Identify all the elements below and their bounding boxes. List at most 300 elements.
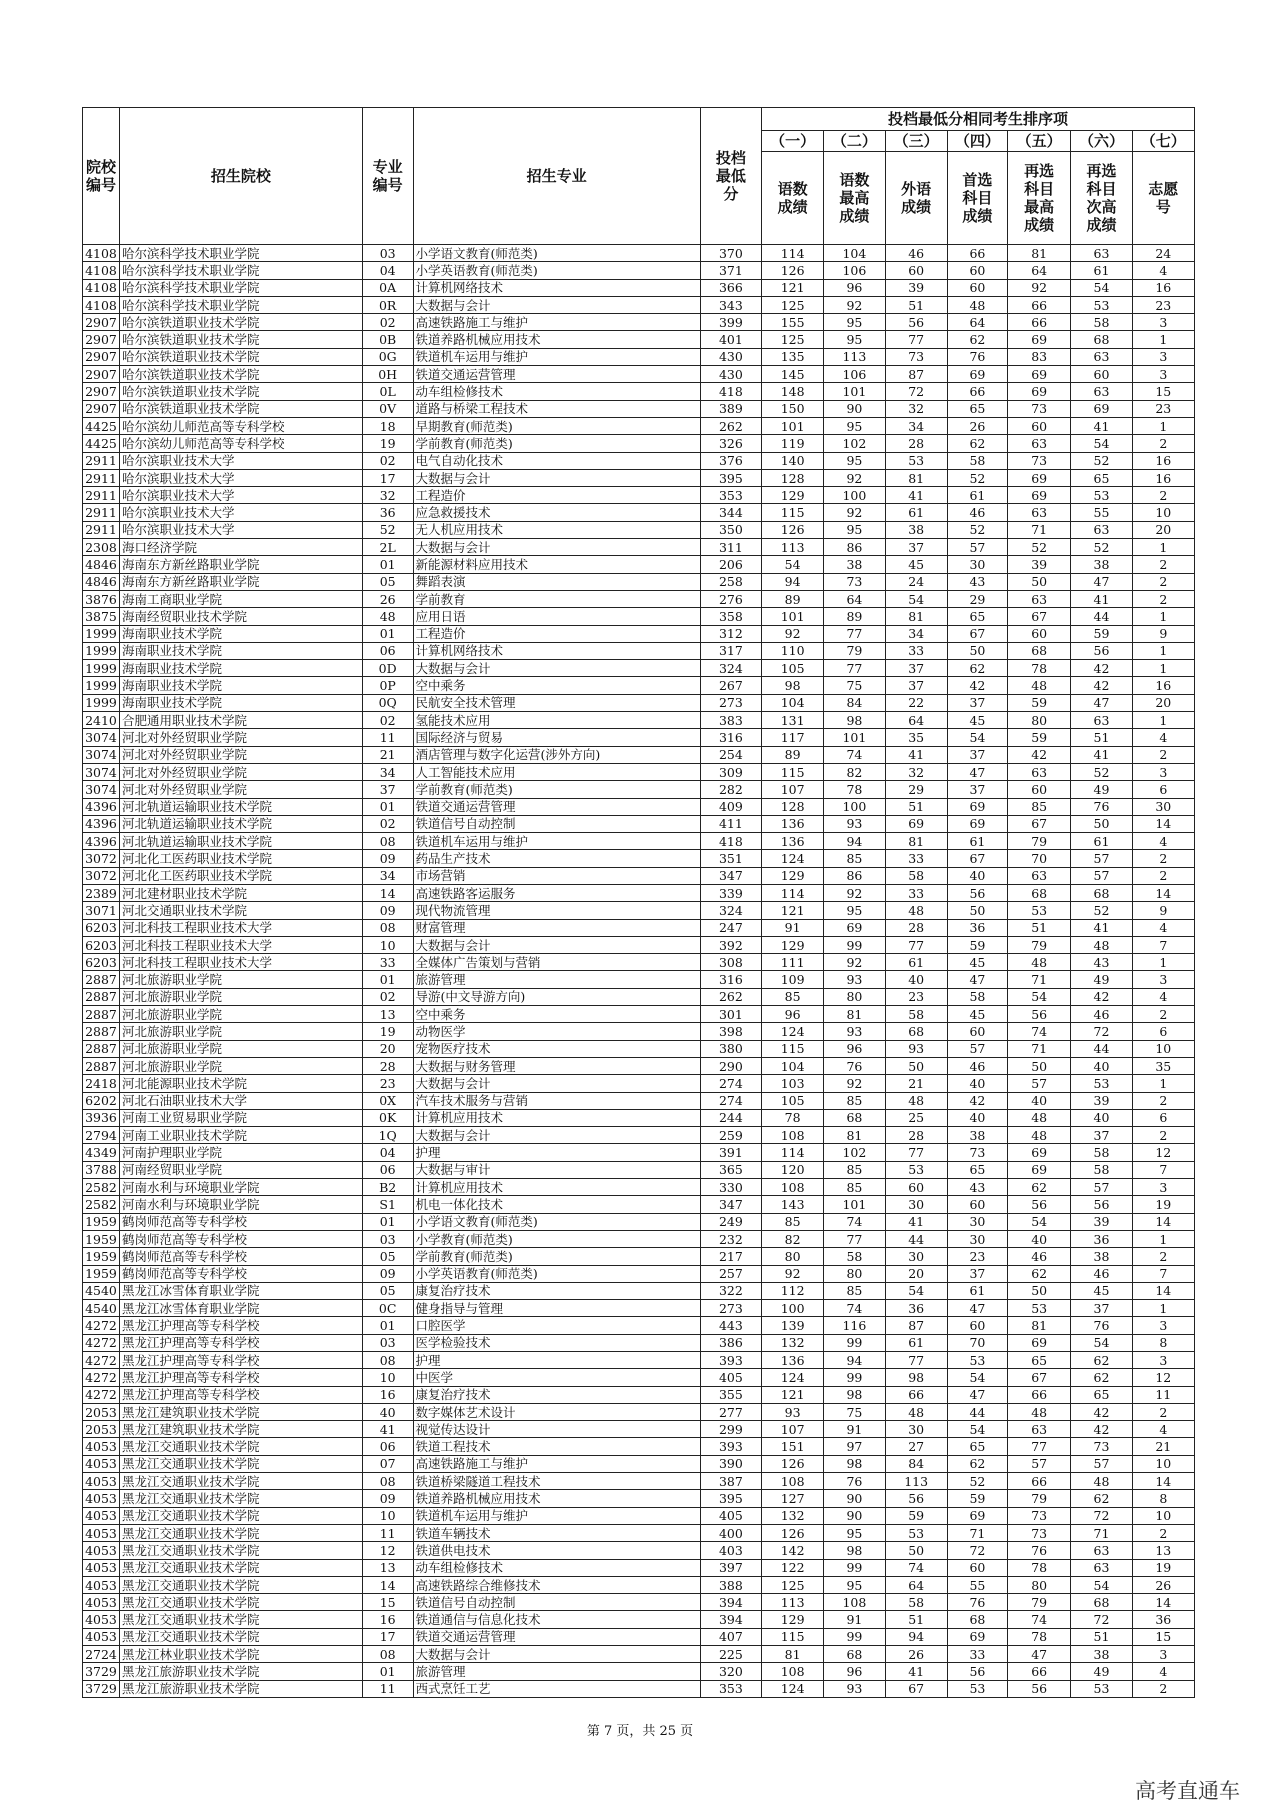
table-cell: 25 <box>885 1109 947 1126</box>
header-school-name: 招生院校 <box>119 108 362 245</box>
table-cell: 128 <box>761 798 823 815</box>
table-cell: 46 <box>947 504 1007 521</box>
table-cell: 03 <box>362 1334 413 1351</box>
table-cell: 2911 <box>83 504 120 521</box>
table-cell: 125 <box>761 296 823 313</box>
table-cell: 62 <box>1071 1490 1132 1507</box>
table-cell: 63 <box>1071 521 1132 538</box>
header-tie-break-title: 投档最低分相同考生排序项 <box>761 108 1194 131</box>
table-cell: 390 <box>700 1455 761 1472</box>
table-cell: 69 <box>824 919 885 936</box>
table-cell: 高速铁路施工与维护 <box>413 1455 700 1472</box>
table-cell: 2887 <box>83 988 120 1005</box>
table-cell: 6203 <box>83 936 120 953</box>
table-cell: 81 <box>761 1646 823 1663</box>
table-cell: 132 <box>761 1334 823 1351</box>
table-cell: 4108 <box>83 279 120 296</box>
table-cell: 87 <box>885 1317 947 1334</box>
table-cell: 42 <box>947 677 1007 694</box>
table-cell: 63 <box>1071 1559 1132 1576</box>
table-cell: 108 <box>761 1663 823 1680</box>
table-cell: 34 <box>362 763 413 780</box>
table-cell: 市场营销 <box>413 867 700 884</box>
table-cell: 81 <box>1008 245 1071 262</box>
table-cell: 66 <box>1008 296 1071 313</box>
table-cell: 56 <box>1071 1196 1132 1213</box>
table-cell: 101 <box>761 417 823 434</box>
table-cell: 4053 <box>83 1473 120 1490</box>
table-cell: 143 <box>761 1196 823 1213</box>
table-cell: 37 <box>947 1265 1007 1282</box>
table-cell: 79 <box>1008 1594 1071 1611</box>
table-cell: 0R <box>362 296 413 313</box>
table-cell: 55 <box>947 1576 1007 1593</box>
table-cell: 1 <box>1132 1230 1194 1247</box>
table-cell: 05 <box>362 1282 413 1299</box>
header-tie-number: （四） <box>947 131 1007 152</box>
table-cell: 20 <box>885 1265 947 1282</box>
table-cell: 1 <box>1132 417 1194 434</box>
table-cell: 60 <box>1071 366 1132 383</box>
table-cell: 95 <box>824 902 885 919</box>
table-cell: 405 <box>700 1369 761 1386</box>
table-cell: 330 <box>700 1179 761 1196</box>
header-tie-label: 再选 科目 次高 成绩 <box>1071 152 1132 245</box>
table-cell: 工程造价 <box>413 487 700 504</box>
table-cell: 黑龙江交通职业技术学院 <box>119 1507 362 1524</box>
table-row <box>83 1403 1195 1420</box>
table-cell: 92 <box>824 1075 885 1092</box>
table-cell: 274 <box>700 1092 761 1109</box>
table-cell: 107 <box>761 1421 823 1438</box>
table-cell: 59 <box>885 1507 947 1524</box>
table-cell: 81 <box>885 833 947 850</box>
table-cell: 37 <box>1071 1127 1132 1144</box>
table-cell: 37 <box>362 781 413 798</box>
table-cell: 6 <box>1132 781 1194 798</box>
table-cell: 132 <box>761 1507 823 1524</box>
table-cell: 2 <box>1132 590 1194 607</box>
table-cell: 道路与桥梁工程技术 <box>413 400 700 417</box>
table-cell: 40 <box>1008 1230 1071 1247</box>
table-cell: 50 <box>885 1057 947 1074</box>
table-cell: 黑龙江冰雪体育职业学院 <box>119 1300 362 1317</box>
table-cell: 95 <box>824 521 885 538</box>
table-cell: 海南东方新丝路职业学院 <box>119 573 362 590</box>
table-cell: 155 <box>761 314 823 331</box>
table-cell: 43 <box>1071 954 1132 971</box>
table-cell: 02 <box>362 452 413 469</box>
table-cell: 23 <box>1132 296 1194 313</box>
table-row <box>83 1196 1195 1213</box>
table-row <box>83 1663 1195 1680</box>
table-cell: 74 <box>1008 1611 1071 1628</box>
table-cell: 99 <box>824 1369 885 1386</box>
table-cell: 54 <box>885 1282 947 1299</box>
table-cell: 8 <box>1132 1490 1194 1507</box>
table-cell: 41 <box>362 1421 413 1438</box>
table-cell: 39 <box>1008 556 1071 573</box>
header-tie-number: （七） <box>1132 131 1194 152</box>
table-row <box>83 1040 1195 1057</box>
table-cell: 46 <box>1008 1248 1071 1265</box>
table-cell: 中医学 <box>413 1369 700 1386</box>
table-cell: 59 <box>947 936 1007 953</box>
table-cell: 4053 <box>83 1524 120 1541</box>
table-cell: 16 <box>1132 677 1194 694</box>
table-cell: 海口经济学院 <box>119 539 362 556</box>
table-cell: 2 <box>1132 1524 1194 1541</box>
table-cell: 86 <box>824 539 885 556</box>
table-cell: 63 <box>1071 245 1132 262</box>
table-cell: 41 <box>885 1213 947 1230</box>
table-cell: 142 <box>761 1542 823 1559</box>
table-cell: 27 <box>885 1438 947 1455</box>
table-row <box>83 902 1195 919</box>
table-cell: 哈尔滨铁道职业技术学院 <box>119 331 362 348</box>
table-cell: 1 <box>1132 1075 1194 1092</box>
table-row <box>83 452 1195 469</box>
table-cell: 99 <box>824 1559 885 1576</box>
table-cell: 学前教育(师范类) <box>413 1248 700 1265</box>
table-cell: 45 <box>1071 1282 1132 1299</box>
table-cell: 62 <box>1008 1265 1071 1282</box>
table-cell: 61 <box>947 833 1007 850</box>
table-cell: 2582 <box>83 1179 120 1196</box>
table-row <box>83 1144 1195 1161</box>
table-cell: 黑龙江交通职业技术学院 <box>119 1438 362 1455</box>
table-cell: 67 <box>1008 815 1071 832</box>
table-cell: 13 <box>362 1559 413 1576</box>
table-cell: 30 <box>947 1230 1007 1247</box>
table-cell: 河北能源职业技术学院 <box>119 1075 362 1092</box>
table-cell: 14 <box>1132 1594 1194 1611</box>
table-cell: 38 <box>885 521 947 538</box>
table-cell: 氢能技术应用 <box>413 712 700 729</box>
table-cell: 96 <box>824 279 885 296</box>
table-cell: 93 <box>824 971 885 988</box>
table-cell: 126 <box>761 262 823 279</box>
table-cell: 50 <box>885 1542 947 1559</box>
table-cell: 92 <box>824 469 885 486</box>
table-cell: 6203 <box>83 919 120 936</box>
table-cell: 10 <box>362 1507 413 1524</box>
table-cell: 75 <box>824 677 885 694</box>
table-cell: 23 <box>362 1075 413 1092</box>
table-cell: 15 <box>1132 383 1194 400</box>
table-cell: 哈尔滨幼儿师范高等专科学校 <box>119 417 362 434</box>
table-cell: 4 <box>1132 919 1194 936</box>
table-cell: 76 <box>1071 1317 1132 1334</box>
table-cell: 80 <box>1008 712 1071 729</box>
table-cell: 06 <box>362 1438 413 1455</box>
table-cell: 399 <box>700 314 761 331</box>
table-cell: 黑龙江冰雪体育职业学院 <box>119 1282 362 1299</box>
table-cell: 51 <box>885 798 947 815</box>
table-cell: 86 <box>824 867 885 884</box>
table-cell: 哈尔滨职业技术大学 <box>119 504 362 521</box>
table-cell: 392 <box>700 936 761 953</box>
table-cell: 2582 <box>83 1196 120 1213</box>
table-cell: 53 <box>1071 296 1132 313</box>
table-cell: 401 <box>700 331 761 348</box>
table-cell: 41 <box>1071 919 1132 936</box>
table-cell: 全媒体广告策划与营销 <box>413 954 700 971</box>
table-cell: 36 <box>362 504 413 521</box>
table-cell: 73 <box>885 348 947 365</box>
table-cell: 2907 <box>83 331 120 348</box>
table-cell: 16 <box>1132 452 1194 469</box>
table-cell: 59 <box>947 1490 1007 1507</box>
table-cell: 黑龙江护理高等专科学校 <box>119 1352 362 1369</box>
table-cell: 317 <box>700 642 761 659</box>
table-cell: 哈尔滨科学技术职业学院 <box>119 296 362 313</box>
table-cell: 2 <box>1132 1006 1194 1023</box>
table-cell: 4108 <box>83 262 120 279</box>
table-cell: 1 <box>1132 954 1194 971</box>
table-cell: 52 <box>1071 763 1132 780</box>
table-cell: 72 <box>1071 1611 1132 1628</box>
table-cell: 20 <box>1132 694 1194 711</box>
table-cell: 47 <box>1071 573 1132 590</box>
table-cell: 河南工业职业技术学院 <box>119 1127 362 1144</box>
table-cell: 316 <box>700 729 761 746</box>
table-cell: 105 <box>761 1092 823 1109</box>
table-cell: 42 <box>1071 677 1132 694</box>
table-cell: 95 <box>824 1524 885 1541</box>
table-cell: 7 <box>1132 936 1194 953</box>
table-row <box>83 245 1195 262</box>
table-cell: 53 <box>1071 1680 1132 1697</box>
table-cell: 视觉传达设计 <box>413 1421 700 1438</box>
table-cell: 358 <box>700 608 761 625</box>
table-row <box>83 314 1195 331</box>
table-cell: 53 <box>885 1524 947 1541</box>
table-row <box>83 1611 1195 1628</box>
table-cell: 4272 <box>83 1334 120 1351</box>
table-row <box>83 504 1195 521</box>
table-cell: 0P <box>362 677 413 694</box>
table-cell: 353 <box>700 1680 761 1697</box>
table-cell: 黑龙江交通职业技术学院 <box>119 1594 362 1611</box>
table-cell: 3 <box>1132 348 1194 365</box>
table-cell: 大数据与审计 <box>413 1161 700 1178</box>
table-row <box>83 1507 1195 1524</box>
table-row <box>83 1455 1195 1472</box>
table-cell: 2 <box>1132 1092 1194 1109</box>
table-cell: 09 <box>362 1490 413 1507</box>
table-cell: 4 <box>1132 262 1194 279</box>
table-cell: 2389 <box>83 884 120 901</box>
table-cell: 64 <box>885 712 947 729</box>
table-cell: 53 <box>1008 902 1071 919</box>
table-cell: 3071 <box>83 902 120 919</box>
table-cell: 66 <box>1008 1473 1071 1490</box>
table-cell: 52 <box>947 521 1007 538</box>
table-cell: 29 <box>947 590 1007 607</box>
header-major-name: 招生专业 <box>413 108 700 245</box>
table-cell: 鹤岗师范高等专科学校 <box>119 1248 362 1265</box>
table-cell: 85 <box>824 1179 885 1196</box>
table-cell: 16 <box>362 1386 413 1403</box>
header-tie-label: 志愿 号 <box>1132 152 1194 245</box>
table-cell: 48 <box>1071 1473 1132 1490</box>
table-cell: 93 <box>885 1040 947 1057</box>
table-cell: 1999 <box>83 642 120 659</box>
table-cell: 81 <box>824 1006 885 1023</box>
table-cell: 68 <box>1008 884 1071 901</box>
table-cell: 30 <box>885 1196 947 1213</box>
table-cell: 40 <box>947 1075 1007 1092</box>
table-cell: 73 <box>1008 400 1071 417</box>
table-cell: 河北旅游职业学院 <box>119 1006 362 1023</box>
table-cell: 78 <box>1008 1628 1071 1645</box>
table-cell: 411 <box>700 815 761 832</box>
table-cell: 6202 <box>83 1092 120 1109</box>
table-row <box>83 331 1195 348</box>
table-cell: 82 <box>761 1230 823 1247</box>
table-row <box>83 1334 1195 1351</box>
table-cell: 国际经济与贸易 <box>413 729 700 746</box>
table-cell: 69 <box>947 1507 1007 1524</box>
table-row <box>83 867 1195 884</box>
table-cell: 4846 <box>83 556 120 573</box>
table-cell: 铁道通信与信息化技术 <box>413 1611 700 1628</box>
table-cell: 01 <box>362 1317 413 1334</box>
table-cell: 3788 <box>83 1161 120 1178</box>
table-cell: 50 <box>1008 1282 1071 1299</box>
table-cell: 9 <box>1132 902 1194 919</box>
table-cell: 125 <box>761 331 823 348</box>
table-cell: 2887 <box>83 1006 120 1023</box>
table-cell: 铁道机车运用与维护 <box>413 833 700 850</box>
table-cell: 哈尔滨幼儿师范高等专科学校 <box>119 435 362 452</box>
table-row <box>83 625 1195 642</box>
table-cell: 249 <box>700 1213 761 1230</box>
table-cell: 44 <box>1071 608 1132 625</box>
table-row <box>83 746 1195 763</box>
table-cell: 74 <box>885 1559 947 1576</box>
table-cell: 63 <box>1008 763 1071 780</box>
table-cell: 290 <box>700 1057 761 1074</box>
table-cell: 69 <box>1008 383 1071 400</box>
table-cell: 79 <box>1008 1490 1071 1507</box>
table-cell: 3875 <box>83 608 120 625</box>
table-cell: 01 <box>362 1213 413 1230</box>
table-cell: 104 <box>824 245 885 262</box>
table-cell: 02 <box>362 988 413 1005</box>
table-cell: 0C <box>362 1300 413 1317</box>
table-cell: 铁道供电技术 <box>413 1542 700 1559</box>
table-cell: 69 <box>947 366 1007 383</box>
table-cell: 18 <box>362 417 413 434</box>
table-cell: 4540 <box>83 1300 120 1317</box>
table-cell: 哈尔滨职业技术大学 <box>119 521 362 538</box>
table-cell: 56 <box>885 1490 947 1507</box>
table-cell: 344 <box>700 504 761 521</box>
table-cell: 13 <box>1132 1542 1194 1559</box>
table-row <box>83 1369 1195 1386</box>
table-cell: 57 <box>1071 850 1132 867</box>
table-cell: 101 <box>824 1196 885 1213</box>
table-cell: 河北化工医药职业技术学院 <box>119 867 362 884</box>
table-cell: 77 <box>824 660 885 677</box>
table-row <box>83 1265 1195 1282</box>
table-cell: 388 <box>700 1576 761 1593</box>
table-cell: 0X <box>362 1092 413 1109</box>
table-cell: 45 <box>947 712 1007 729</box>
table-cell: 11 <box>1132 1386 1194 1403</box>
table-cell: 9 <box>1132 625 1194 642</box>
table-row <box>83 815 1195 832</box>
table-cell: 哈尔滨职业技术大学 <box>119 487 362 504</box>
table-cell: 69 <box>1008 331 1071 348</box>
table-cell: 98 <box>761 677 823 694</box>
table-cell: 2887 <box>83 1040 120 1057</box>
table-cell: 322 <box>700 1282 761 1299</box>
table-cell: 81 <box>1008 1317 1071 1334</box>
table-cell: 黑龙江交通职业技术学院 <box>119 1628 362 1645</box>
table-cell: 131 <box>761 712 823 729</box>
table-row <box>83 781 1195 798</box>
table-cell: 430 <box>700 348 761 365</box>
table-cell: 10 <box>362 1369 413 1386</box>
table-cell: 101 <box>824 383 885 400</box>
table-cell: 107 <box>761 781 823 798</box>
table-cell: 54 <box>1071 1576 1132 1593</box>
table-cell: 225 <box>700 1646 761 1663</box>
table-cell: 45 <box>885 556 947 573</box>
table-cell: 101 <box>824 729 885 746</box>
table-cell: 90 <box>824 400 885 417</box>
table-cell: 77 <box>1008 1438 1071 1455</box>
watermark-text: 高考直通车 <box>1135 1779 1240 1803</box>
table-cell: 94 <box>824 833 885 850</box>
table-cell: 1 <box>1132 660 1194 677</box>
table-cell: 黑龙江交通职业技术学院 <box>119 1524 362 1541</box>
table-cell: 150 <box>761 400 823 417</box>
table-cell: 53 <box>885 452 947 469</box>
table-cell: 哈尔滨科学技术职业学院 <box>119 245 362 262</box>
table-cell: 宠物医疗技术 <box>413 1040 700 1057</box>
table-cell: 17 <box>362 469 413 486</box>
table-cell: 51 <box>885 296 947 313</box>
table-cell: 365 <box>700 1161 761 1178</box>
table-cell: 14 <box>362 1576 413 1593</box>
table-cell: 鹤岗师范高等专科学校 <box>119 1230 362 1247</box>
table-cell: 75 <box>824 1403 885 1420</box>
table-cell: 98 <box>824 1386 885 1403</box>
table-cell: 05 <box>362 573 413 590</box>
table-cell: 4846 <box>83 573 120 590</box>
table-cell: 60 <box>947 279 1007 296</box>
table-cell: 21 <box>362 746 413 763</box>
header-tie-number: （一） <box>761 131 823 152</box>
table-cell: 1 <box>1132 608 1194 625</box>
table-cell: 39 <box>1071 1213 1132 1230</box>
table-cell: 2 <box>1132 435 1194 452</box>
table-cell: 50 <box>947 642 1007 659</box>
table-row <box>83 1576 1195 1593</box>
table-cell: 哈尔滨科学技术职业学院 <box>119 279 362 296</box>
table-cell: 70 <box>1008 850 1071 867</box>
table-cell: 19 <box>1132 1196 1194 1213</box>
table-cell: 2 <box>1132 556 1194 573</box>
table-cell: 1959 <box>83 1230 120 1247</box>
table-cell: 20 <box>362 1040 413 1057</box>
table-cell: 71 <box>1008 1040 1071 1057</box>
table-row <box>83 954 1195 971</box>
